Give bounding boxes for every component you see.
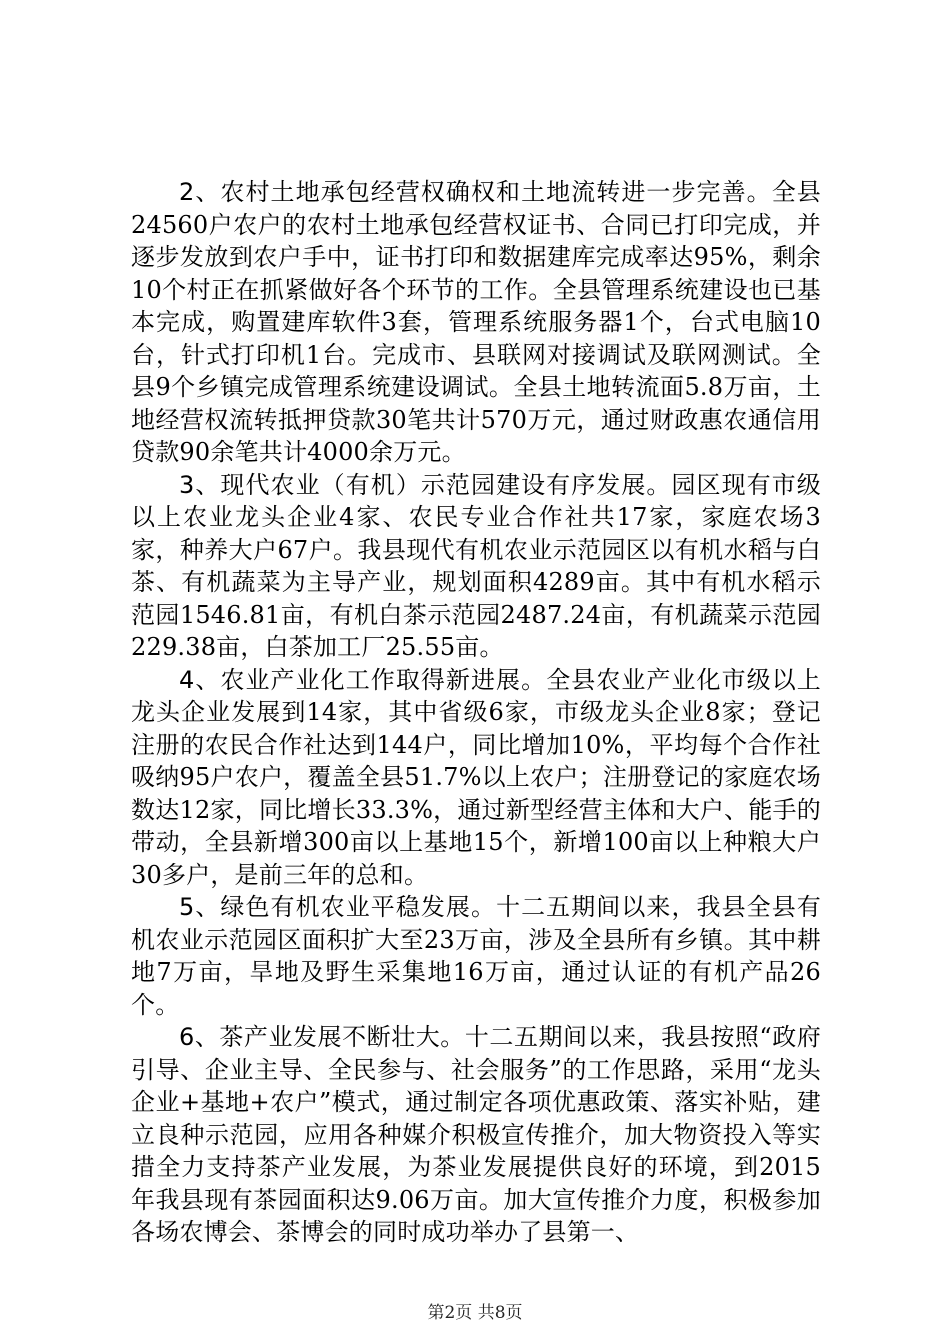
page-number-footer: 第2页 共8页 (427, 1303, 523, 1323)
paragraph-text: 园区现有市级以上农业龙头企业4家、农民专业合作社共17家，家庭农场3家，种养大户67户。我县现代有机农业示范园区以有机水稻与白茶、有机蔬菜为主导产业，规划面积4289亩。其中有机水稻示范园1546.81亩，有机白茶示范园2487.24亩，有机蔬菜示范园229.38亩，白茶加工厂25.55亩。 (131, 470, 821, 661)
paragraph-text: 十二五期间以来，我县按照“政府引导、企业主导、全民参与、社会服务”的工作思路，采用“龙头企业+基地+农户”模式，通过制定各项优惠政策、落实补贴，建立良种示范园，应用各种媒介积极宣传推介，加大物资投入等实措全力支持茶产业发展，为茶业发展提供良好的环境，到2015年我县现有茶园面积达9.06万亩。加大宣传推介力度，积极参加各场农博会、茶博会的同时成功举办了县第一、 (131, 1023, 821, 1246)
paragraph-organic-agriculture (131, 891, 821, 1021)
paragraph-heading: 5、绿色有机农业平稳发展。 (179, 893, 497, 921)
paragraph-industrialization (131, 664, 821, 892)
paragraph-heading: 4、农业产业化工作取得新进展。 (179, 665, 547, 694)
paragraph-tea-industry (131, 1021, 821, 1249)
paragraph-modern-agriculture-park (131, 469, 821, 664)
paragraph-heading: 3、现代农业（有机）示范园建设有序发展。 (179, 470, 672, 499)
document-body (131, 176, 821, 1249)
paragraph-text: 十二五期间以来，我县全县有机农业示范园区面积扩大至23万亩，涉及全县所有乡镇。其中耕地7万亩，旱地及野生采集地16万亩，通过认证的有机产品26个。 (131, 893, 821, 1019)
paragraph-text: 全县农业产业化市级以上龙头企业发展到14家，其中省级6家，市级龙头企业8家；登记注册的农民合作社达到144户，同比增加10%，平均每个合作社吸纳95户农户，覆盖全县51.7%以上农户；注册登记的家庭农场数达12家，同比增长33.3%，通过新型经营主体和大户、能手的带动，全县新增300亩以上基地15个，新增100亩以上种粮大户30多户，是前三年的总和。 (131, 665, 821, 889)
paragraph-land-rights (131, 176, 821, 469)
paragraph-text: 全县24560户农户的农村土地承包经营权证书、合同已打印完成，并逐步发放到农户手中，证书打印和数据建库完成率达95%，剩余10个村正在抓紧做好各个环节的工作。全县管理系统建设也已基本完成，购置建库软件3套，管理系统服务器1个，台式电脑10台，针式打印机1台。完成市、县联网对接调试及联网测试。全县9个乡镇完成管理系统建设调试。全县土地转流面5.8万亩，土地经营权流转抵押贷款30笔共计570万元，通过财政惠农通信用贷款90余笔共计4000余万元。 (131, 178, 821, 466)
paragraph-heading: 6、茶产业发展不断壮大。 (179, 1023, 465, 1051)
paragraph-heading: 2、农村土地承包经营权确权和土地流转进一步完善。 (179, 178, 772, 206)
